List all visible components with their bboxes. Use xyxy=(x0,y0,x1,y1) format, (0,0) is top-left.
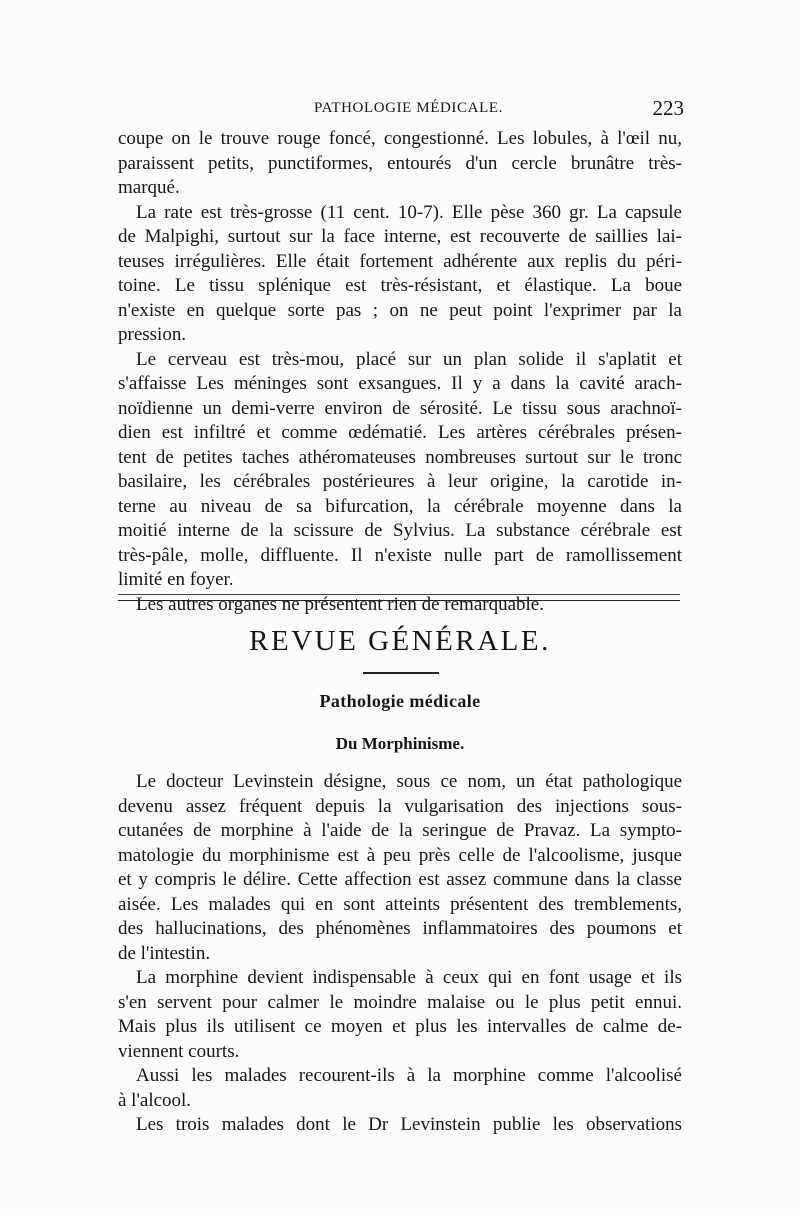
text-line: très-pâle, molle, diffluente. Il n'existe nulle part de ramollissement xyxy=(118,544,682,566)
text-line: s'en servent pour calmer le moindre malaise ou le plus petit ennui. xyxy=(118,991,682,1013)
text-line: Les trois malades dont le Dr Levinstein publie les observations xyxy=(136,1114,682,1135)
text-line: pression. xyxy=(118,324,187,345)
text-line: La rate est très-grosse (11 cent. 10-7). Elle pèse 360 gr. La capsule xyxy=(136,201,682,223)
text-line: aisée. Les malades qui en sont atteints présentent des tremblements, xyxy=(118,893,682,915)
text-line: marqué. xyxy=(118,177,180,198)
text-line: Le docteur Levinstein désigne, sous ce nom, un état pathologique xyxy=(136,771,682,792)
text-line: des hallucinations, des phénomènes inflammatoires des poumons et xyxy=(118,918,682,939)
text-line: Aussi les malades recourent-ils à la morphine comme l'alcoolisé xyxy=(136,1065,682,1086)
text-line: Le cerveau est très-mou, placé sur un plan solide il s'aplatit et xyxy=(136,348,682,370)
text-line: tent de petites taches athéromateuses nombreuses surtout sur le tronc xyxy=(118,446,682,468)
text-line: s'affaisse Les méninges sont exsangues. Il y a dans la cavité arach- xyxy=(118,373,682,394)
section-subheading: Pathologie médicale xyxy=(319,691,481,711)
text-line: La morphine devient indispensable à ceux qui en font usage et ils xyxy=(136,967,682,988)
text-line: à l'alcool. xyxy=(118,1089,192,1111)
text-line: n'existe en quelque sorte pas ; on ne peut point l'exprimer par la xyxy=(118,299,682,321)
text-line: Mais plus ils utilisent ce moyen et plus les intervalles de calme de- xyxy=(118,1016,682,1037)
text-line: devenu assez fréquent depuis la vulgarisation des injections sous- xyxy=(118,795,682,817)
text-line: limité en foyer. xyxy=(118,569,234,590)
text-line: matologie du morphinisme est à peu près celle de l'alcoolisme, jusque xyxy=(118,844,682,866)
text-line: Les autres organes ne présentent rien de remarquable. xyxy=(136,593,544,615)
running-head xyxy=(118,98,684,122)
text-line: viennent courts. xyxy=(118,1040,240,1062)
text-line: teuses irrégulières. Elle était fortement adhérente aux replis du péri- xyxy=(118,250,682,272)
text-line: cutanées de morphine à l'aide de la seringue de Pravaz. La sympto- xyxy=(118,820,682,841)
section-divider-top xyxy=(118,594,680,595)
title-rule xyxy=(363,672,439,674)
running-title: PATHOLOGIE MÉDICALE. xyxy=(314,100,503,116)
text-line: basilaire, les cérébrales postérieures à leur origine, la carotide in- xyxy=(118,471,682,492)
text-line: et y compris le délire. Cette affection est assez commune dans la classe xyxy=(118,869,682,890)
text-line: paraissent petits, punctiformes, entourés d'un cercle brunâtre très- xyxy=(118,152,682,174)
text-line: toine. Le tissu splénique est très-résistant, et élastique. La boue xyxy=(118,275,682,296)
section-title: REVUE GÉNÉRALE. xyxy=(249,625,551,657)
article-title: Du Morphinisme. xyxy=(335,734,465,753)
page-number: 223 xyxy=(652,96,684,120)
text-line: coupe on le trouve rouge foncé, congestionné. Les lobules, à l'œil nu, xyxy=(118,128,682,149)
text-line: terne au niveau de sa bifurcation, la cérébrale moyenne dans la xyxy=(118,495,682,517)
text-line: dien est infiltré et comme œdématié. Les artères cérébrales présen- xyxy=(118,422,682,443)
article-text xyxy=(118,770,682,1138)
text-line: moitié interne de la scissure de Sylvius. La substance cérébrale est xyxy=(118,520,682,541)
text-line: de Malpighi, surtout sur la face interne, est recouverte de saillies lai- xyxy=(118,226,682,247)
text-line: noïdienne un demi-verre environ de sérosité. Le tissu sous arachnoï- xyxy=(118,397,682,419)
autopsy-text xyxy=(118,127,682,617)
text-line: de l'intestin. xyxy=(118,942,211,964)
section-divider-bottom xyxy=(118,600,680,601)
